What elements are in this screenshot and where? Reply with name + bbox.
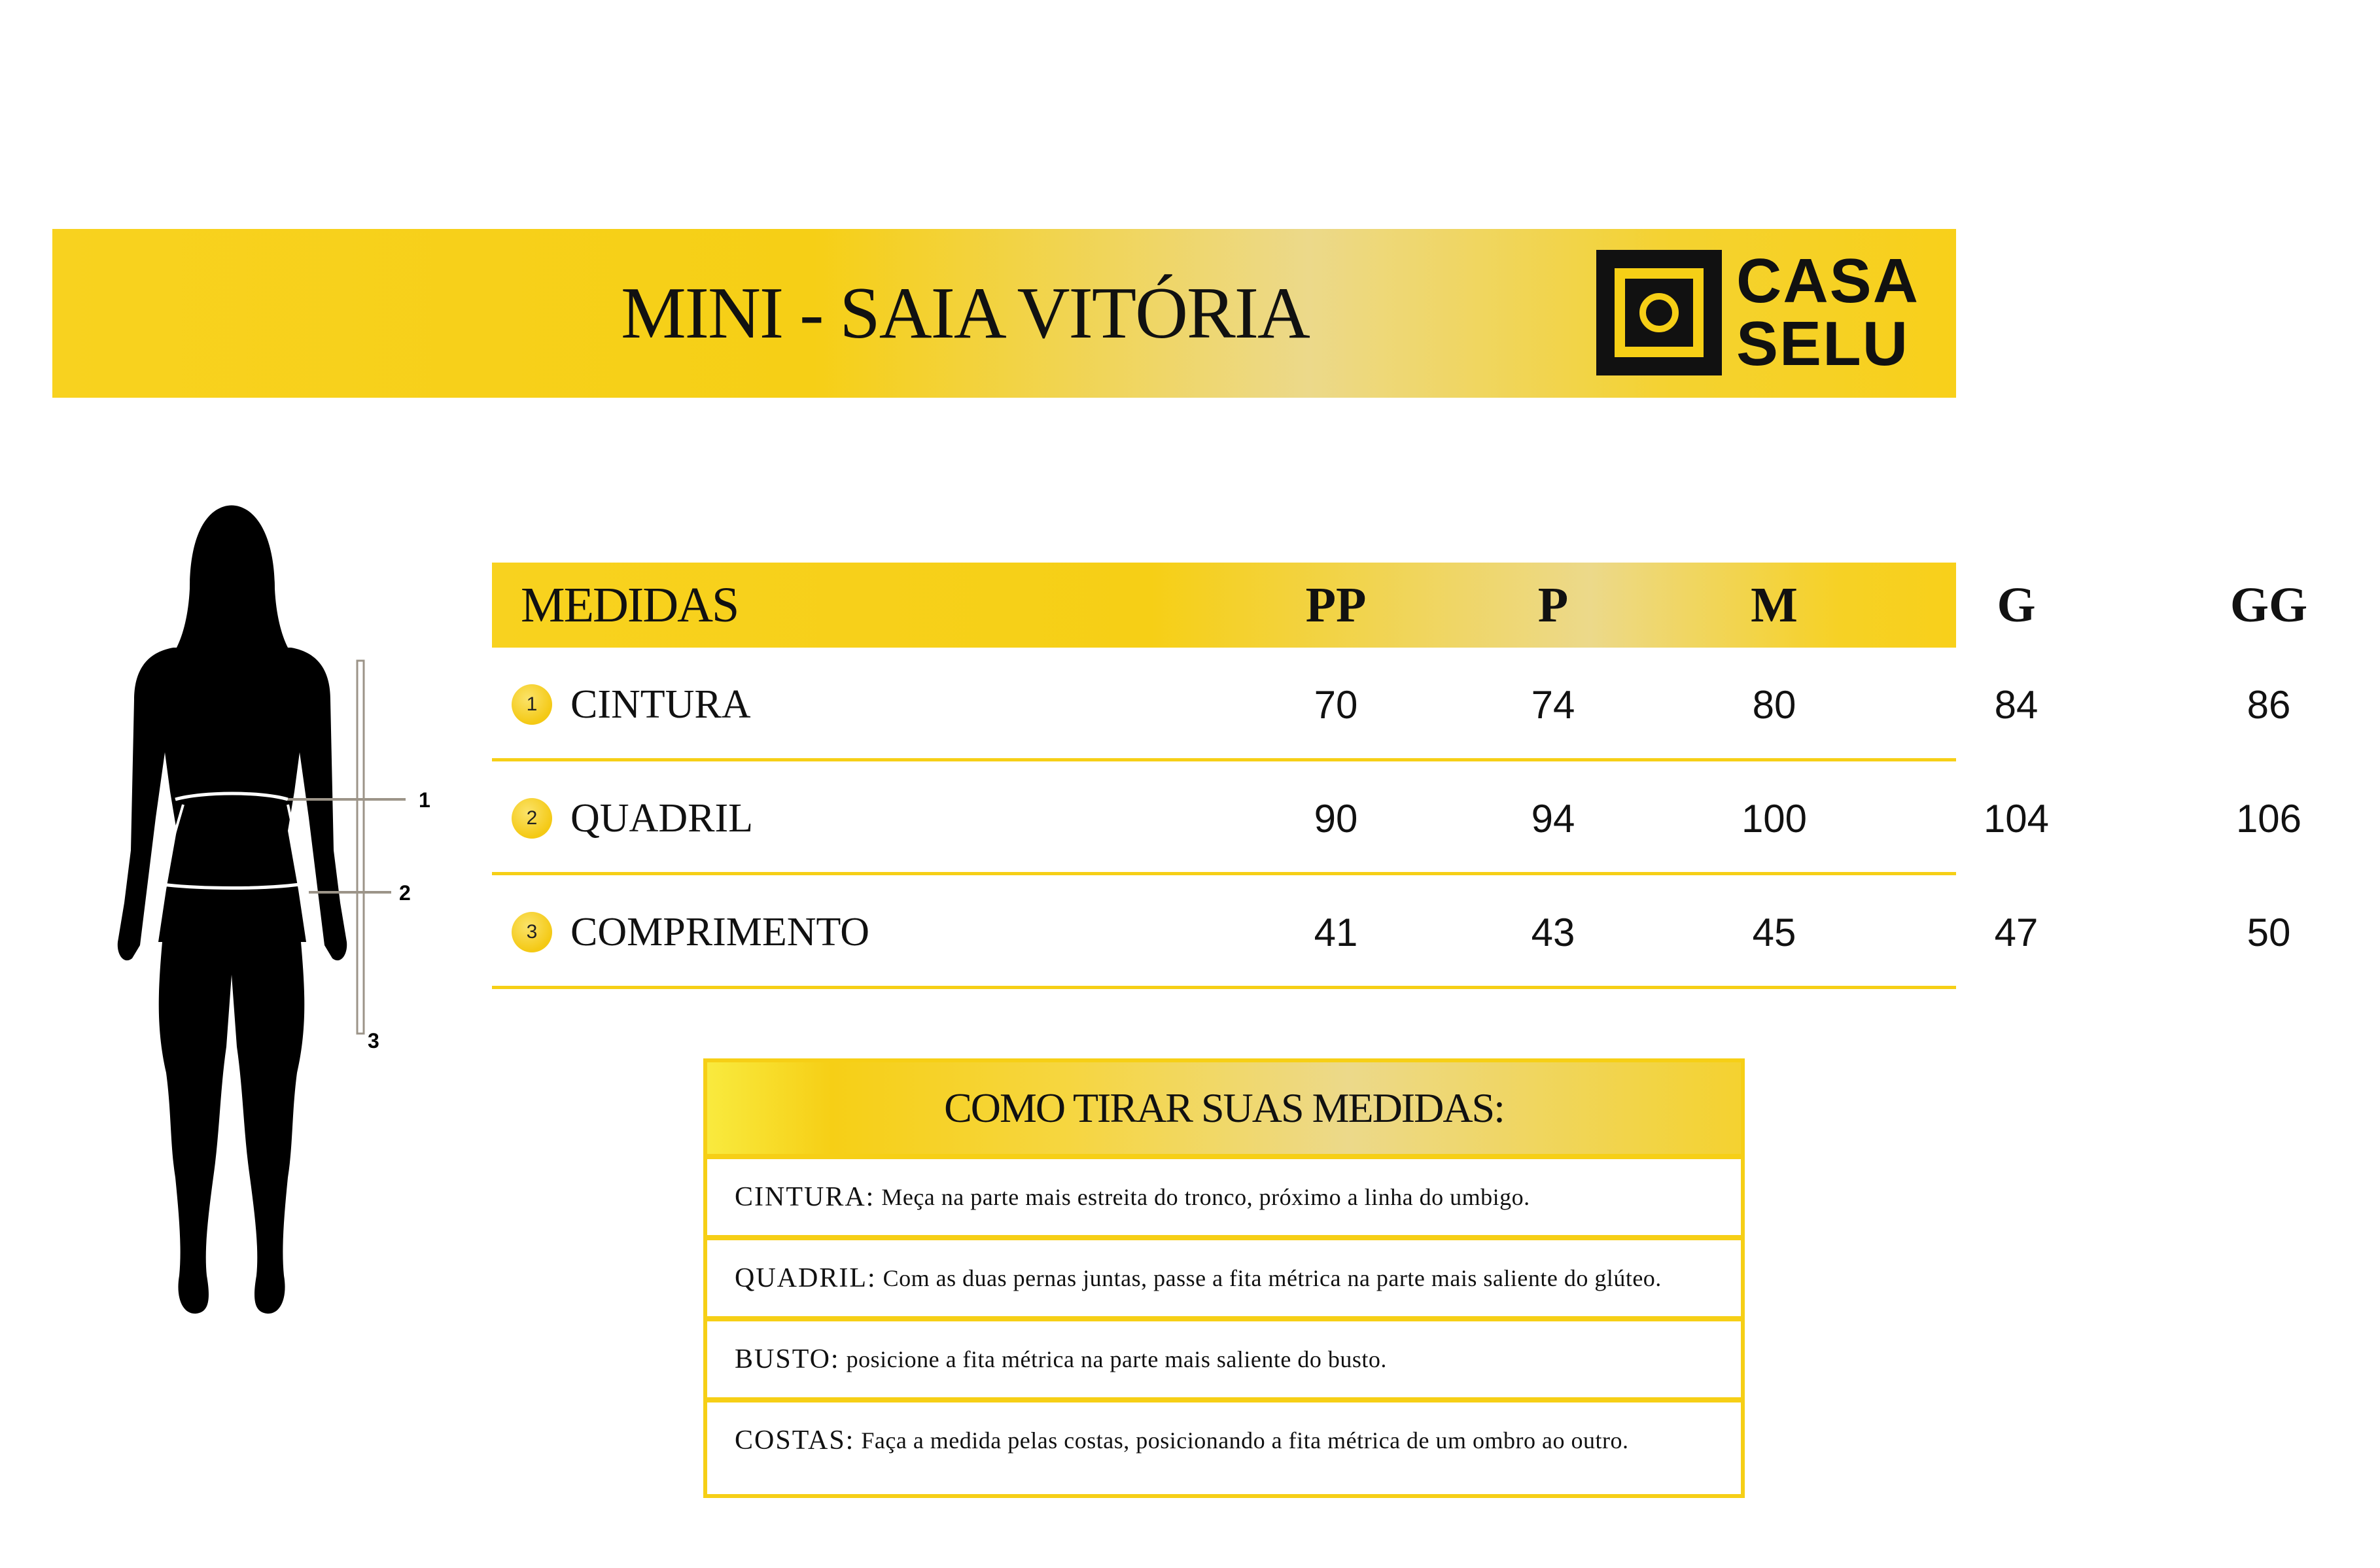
table-cell: 104: [1983, 796, 2050, 841]
header-band: [52, 229, 1956, 398]
table-cell: 45: [1752, 910, 1796, 954]
table-row-quadril: [492, 761, 2302, 875]
table-cell: 70: [1314, 682, 1358, 727]
logo-line-1: CASA: [1736, 246, 1920, 316]
brand-logo: [1596, 246, 1920, 379]
instruction-busto: [707, 1316, 1741, 1397]
table-cell: 43: [1531, 910, 1575, 954]
instruction-term: CINTURA:: [735, 1182, 875, 1212]
table-row-comprimento: [492, 875, 2291, 989]
row-label: CINTURA: [570, 682, 751, 727]
size-table: [492, 563, 2308, 989]
logo-line-2: SELU: [1736, 309, 1910, 379]
table-cell: 74: [1531, 682, 1575, 727]
logo-square-icon: [1596, 250, 1722, 375]
instruction-text: Meça na parte mais estreita do tronco, próximo a linha do umbigo.: [881, 1184, 1530, 1210]
table-cell: 106: [2235, 796, 2302, 841]
row-label: COMPRIMENTO: [570, 909, 870, 954]
marker-1: 1: [419, 788, 430, 812]
instruction-term: BUSTO:: [735, 1344, 840, 1374]
row-number-badge: 1: [512, 684, 552, 725]
header-size-g: G: [1997, 577, 2036, 633]
table-row-cintura: [492, 648, 2291, 761]
header-size-p: P: [1537, 577, 1569, 633]
body-silhouette: [98, 484, 464, 1334]
logo-wordmark: [1736, 246, 1920, 379]
table-cell: 90: [1314, 796, 1358, 841]
header-size-gg: GG: [2230, 577, 2308, 633]
table-cell: 47: [1994, 910, 2039, 954]
header-medidas: MEDIDAS: [521, 577, 739, 633]
instruction-text: Faça a medida pelas costas, posicionando a fita métrica de um ombro ao outro.: [861, 1427, 1629, 1454]
row-label: QUADRIL: [570, 795, 753, 841]
table-cell: 100: [1741, 796, 1808, 841]
row-number-badge: 3: [512, 912, 552, 952]
instruction-text: posicione a fita métrica na parte mais saliente do busto.: [846, 1346, 1387, 1372]
instruction-term: QUADRIL:: [735, 1263, 877, 1293]
how-to-measure-box: [703, 1058, 1745, 1498]
table-cell: 84: [1994, 682, 2039, 727]
woman-silhouette-icon: [98, 484, 464, 1334]
how-to-measure-title: COMO TIRAR SUAS MEDIDAS:: [707, 1062, 1741, 1154]
header-size-m: M: [1751, 577, 1798, 633]
row-number-badge: 2: [512, 798, 552, 839]
table-cell: 80: [1752, 682, 1796, 727]
instruction-quadril: [707, 1235, 1741, 1316]
instruction-term: COSTAS:: [735, 1425, 855, 1455]
header-size-pp: PP: [1305, 577, 1367, 633]
instruction-cintura: [707, 1154, 1741, 1235]
table-cell: 50: [2247, 910, 2291, 954]
instruction-costas: [707, 1397, 1741, 1478]
page-title: MINI - SAIA VITÓRIA: [621, 272, 1309, 354]
instruction-text: Com as duas pernas juntas, passe a fita métrica na parte mais saliente do glúteo.: [883, 1265, 1662, 1291]
marker-3: 3: [368, 1029, 379, 1053]
table-cell: 41: [1314, 910, 1358, 954]
size-table-header: [492, 563, 2308, 648]
table-cell: 86: [2247, 682, 2291, 727]
marker-2: 2: [399, 881, 411, 905]
table-cell: 94: [1531, 796, 1575, 841]
